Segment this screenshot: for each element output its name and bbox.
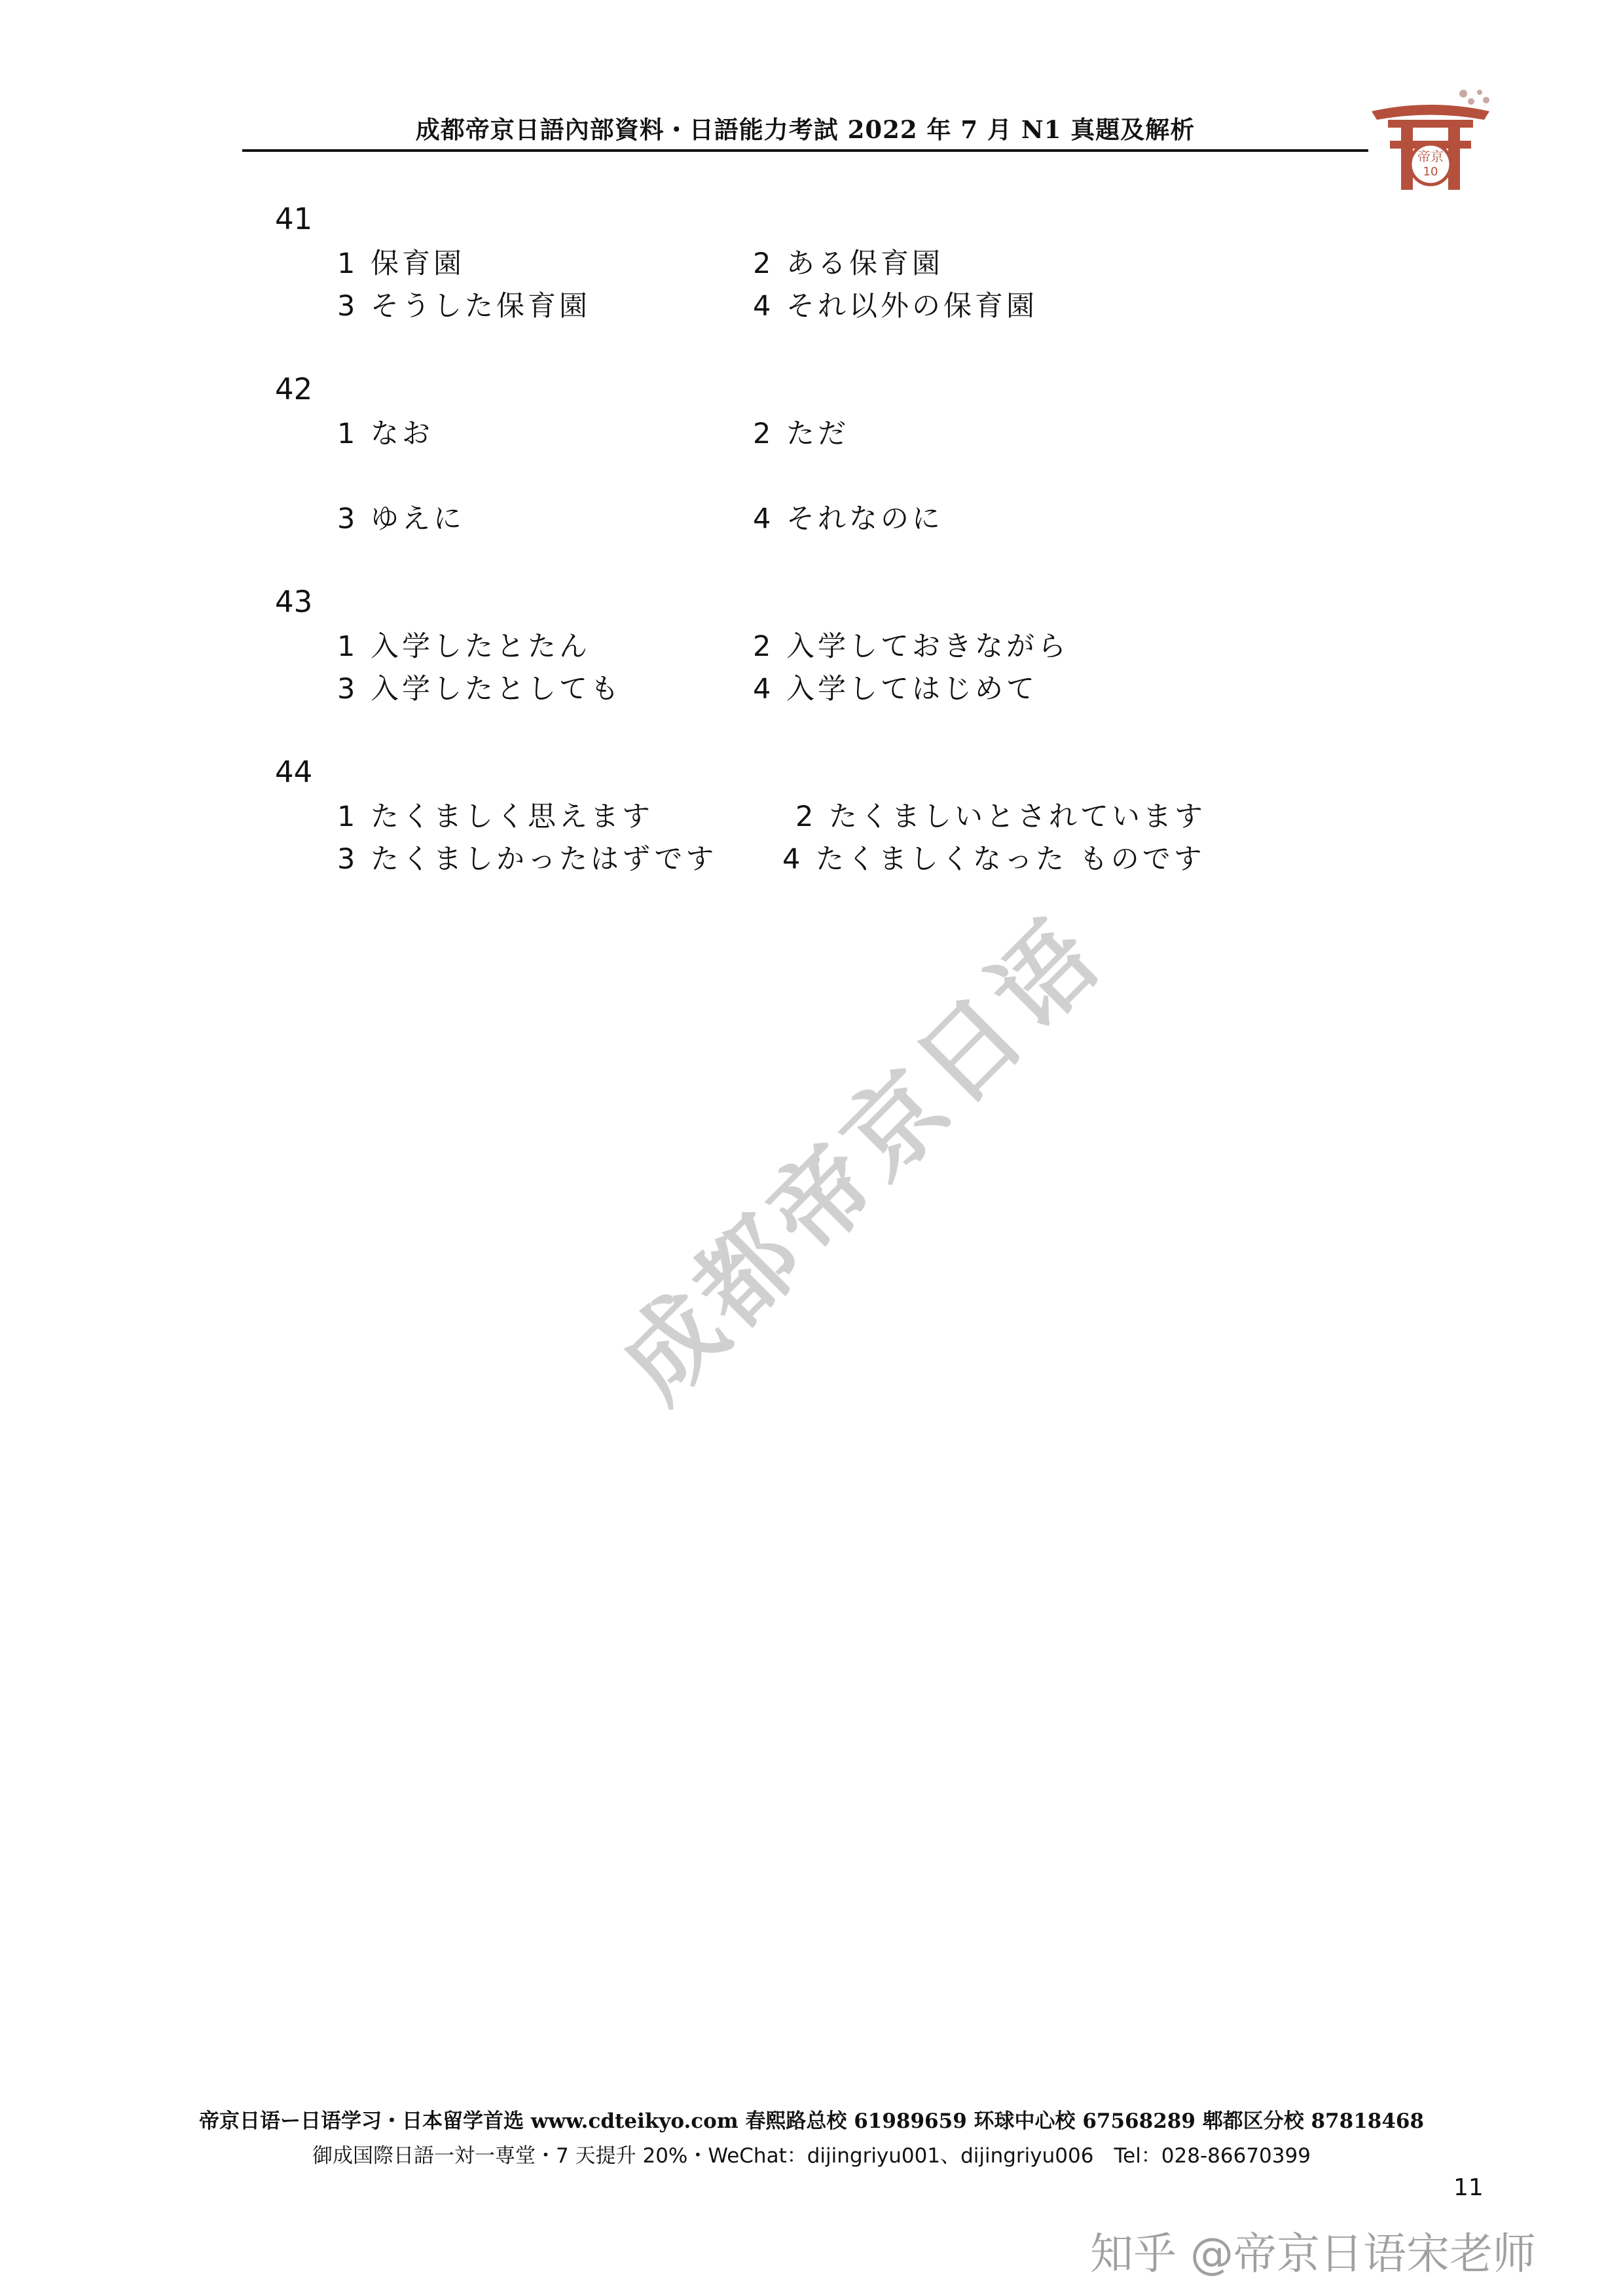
answer-option: 4 それなのに bbox=[753, 503, 944, 535]
answer-option: 3 そうした保育園 bbox=[337, 290, 591, 323]
question-number: 43 bbox=[275, 584, 313, 619]
question-42 bbox=[275, 370, 1257, 535]
question-number: 42 bbox=[275, 372, 313, 406]
answer-option: 2 ある保育園 bbox=[753, 247, 944, 280]
answer-option: 1 なお bbox=[337, 418, 434, 450]
page-number: 11 bbox=[1453, 2174, 1484, 2201]
question-43 bbox=[275, 583, 1257, 706]
question-number: 41 bbox=[275, 202, 313, 236]
answer-option: 4 それ以外の保育園 bbox=[753, 290, 1038, 323]
answer-option: 1 たくましく思えます bbox=[337, 800, 654, 833]
answer-option: 3 入学したとしても bbox=[337, 673, 623, 706]
answer-option: 4 たくましくなった ものです bbox=[782, 843, 1205, 876]
document-header-title: 成都帝京日語內部資料・日語能力考試 2022 年 7 月 N1 真題及解析 bbox=[415, 115, 1195, 144]
torii-gate-icon bbox=[1365, 82, 1496, 196]
source-credit: 知乎 @帝京日语宋老师 bbox=[1090, 2229, 1536, 2279]
answer-option: 3 ゆえに bbox=[337, 503, 465, 535]
answer-option: 2 ただ bbox=[753, 418, 850, 450]
answer-option: 3 たくましかったはずです bbox=[337, 843, 718, 876]
answer-option: 1 保育園 bbox=[337, 247, 465, 280]
page-watermark: 成都帝京日语 bbox=[598, 897, 1124, 1422]
svg-text:10: 10 bbox=[1423, 165, 1438, 179]
logo-text: 帝京 bbox=[1417, 149, 1444, 164]
answer-option: 2 たくましいとされています bbox=[795, 800, 1207, 833]
question-41 bbox=[275, 200, 1257, 323]
header-divider bbox=[242, 149, 1368, 152]
footer-contact-line-secondary: 御成国際日語一対一専堂・7 天提升 20%・WeChat：dijingriyu001、dijingriyu006 Tel：028-86670399 bbox=[312, 2144, 1311, 2168]
answer-option: 4 入学してはじめて bbox=[753, 673, 1038, 706]
answer-option: 2 入学しておきながら bbox=[753, 630, 1070, 663]
question-number: 44 bbox=[275, 755, 313, 789]
question-44 bbox=[275, 753, 1257, 876]
footer-contact-line: 帝京日语ー日语学习・日本留学首选 www.cdteikyo.com 春熙路总校 61989659 环球中心校 67568289 郫都区分校 87818468 bbox=[198, 2109, 1425, 2133]
answer-option: 1 入学したとたん bbox=[337, 630, 591, 663]
